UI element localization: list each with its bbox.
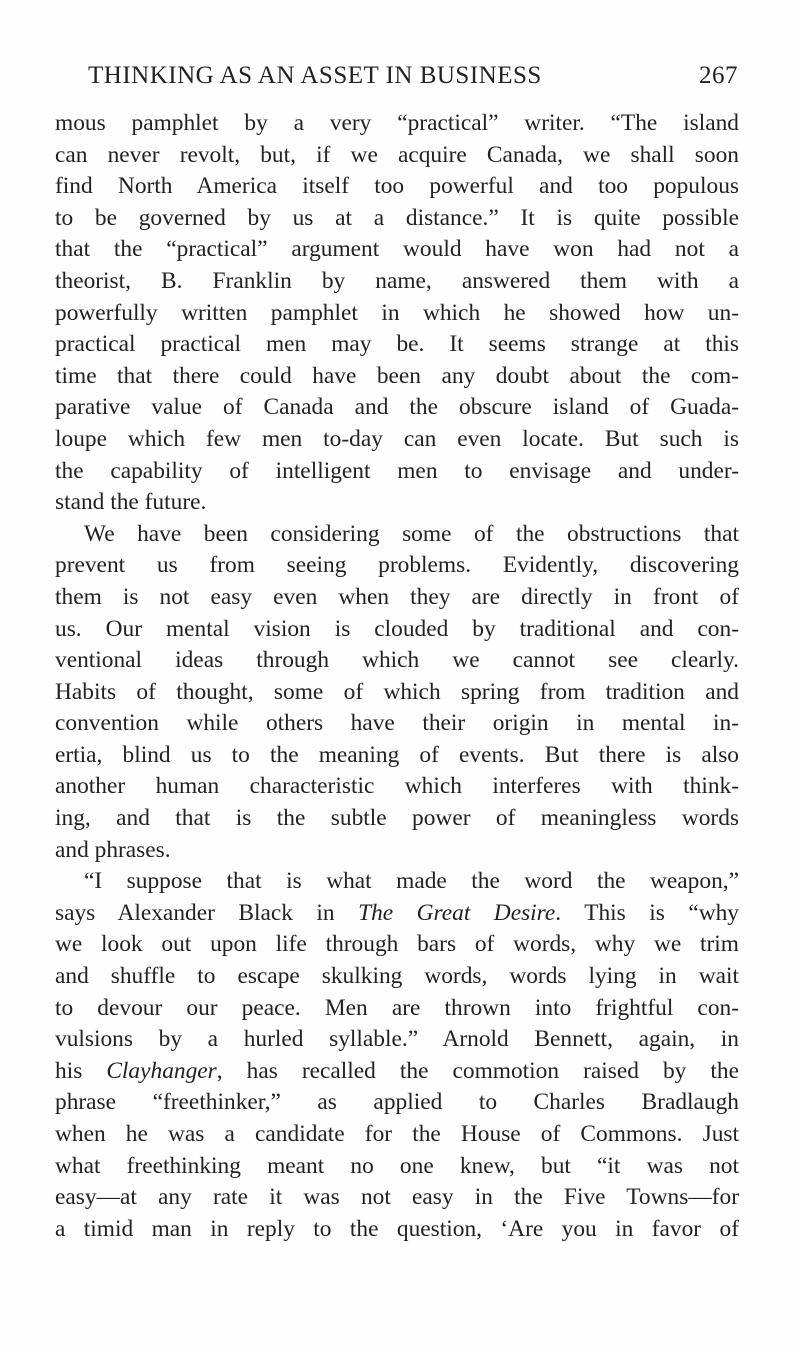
text-line: we look out upon life through bars of words, why we trim bbox=[55, 931, 739, 958]
text-line: can never revolt, but, if we acquire Canada, we shall soon bbox=[55, 141, 739, 168]
text-run: says Alexander Black in bbox=[55, 899, 359, 926]
text-line: another human characteristic which interferes with think- bbox=[55, 773, 739, 800]
book-title-the-great-desire: The Great Desire bbox=[358, 899, 556, 926]
paragraph-start-line: “I suppose that is what made the word the weapon,” bbox=[84, 868, 739, 895]
text-line: vulsions by a hurled syllable.” Arnold Bennett, again, in bbox=[55, 1026, 739, 1053]
text-line: us. Our mental vision is clouded by traditional and con- bbox=[55, 615, 739, 642]
running-title: THINKING AS AN ASSET IN BUSINESS bbox=[88, 62, 542, 89]
text-line: parative value of Canada and the obscure island of Guada- bbox=[55, 394, 739, 421]
running-header bbox=[88, 62, 738, 98]
text-line: find North America itself too powerful and too populous bbox=[55, 173, 739, 200]
text-line: phrase “freethinker,” as applied to Charles Bradlaugh bbox=[55, 1089, 739, 1116]
text-line bbox=[55, 1056, 739, 1088]
text-line: that the “practical” argument would have won had not a bbox=[55, 236, 739, 263]
text-line: ertia, blind us to the meaning of events. But there is also bbox=[55, 741, 739, 768]
body-text bbox=[55, 108, 739, 1245]
text-line: Habits of thought, some of which spring from tradition and bbox=[55, 678, 739, 705]
text-run: his bbox=[55, 1057, 107, 1084]
text-line bbox=[55, 898, 739, 930]
text-line: ing, and that is the subtle power of meaningless words bbox=[55, 805, 739, 832]
text-line: them is not easy even when they are directly in front of bbox=[55, 583, 739, 610]
page-number: 267 bbox=[699, 62, 738, 89]
text-line: to devour our peace. Men are thrown into frightful con- bbox=[55, 994, 739, 1021]
text-line: time that there could have been any doubt about the com- bbox=[55, 362, 739, 389]
text-line: theorist, B. Franklin by name, answered them with a bbox=[55, 267, 739, 294]
text-line: a timid man in reply to the question, ‘Are you in favor of bbox=[55, 1215, 739, 1242]
text-run: , has recalled the commotion raised by the bbox=[216, 1057, 739, 1084]
text-line: mous pamphlet by a very “practical” writer. “The island bbox=[55, 110, 739, 136]
text-line: what freethinking meant no one knew, but “it was not bbox=[55, 1152, 739, 1179]
text-line: to be governed by us at a distance.” It is quite possible bbox=[55, 204, 739, 231]
text-line: the capability of intelligent men to envisage and under- bbox=[55, 457, 739, 484]
paragraph-end-line: and phrases. bbox=[55, 836, 171, 863]
text-line: when he was a candidate for the House of Commons. Just bbox=[55, 1121, 739, 1147]
paragraph-end-line: stand the future. bbox=[55, 489, 207, 516]
text-line: and shuffle to escape skulking words, words lying in wait bbox=[55, 963, 739, 990]
text-line: loupe which few men to-day can even locate. But such is bbox=[55, 425, 739, 452]
text-line: powerfully written pamphlet in which he showed how un- bbox=[55, 299, 739, 326]
text-line: convention while others have their origin in mental in- bbox=[55, 710, 739, 737]
paragraph-start-line: We have been considering some of the obstructions that bbox=[84, 520, 739, 547]
book-title-clayhanger: Clayhanger bbox=[106, 1057, 217, 1084]
text-line: easy—at any rate it was not easy in the Five Towns—for bbox=[55, 1184, 739, 1211]
text-line: ventional ideas through which we cannot see clearly. bbox=[55, 647, 739, 674]
text-run: . This is “why bbox=[555, 899, 739, 926]
text-line: prevent us from seeing problems. Evidently, discovering bbox=[55, 552, 739, 579]
text-line: practical practical men may be. It seems strange at this bbox=[55, 331, 739, 358]
